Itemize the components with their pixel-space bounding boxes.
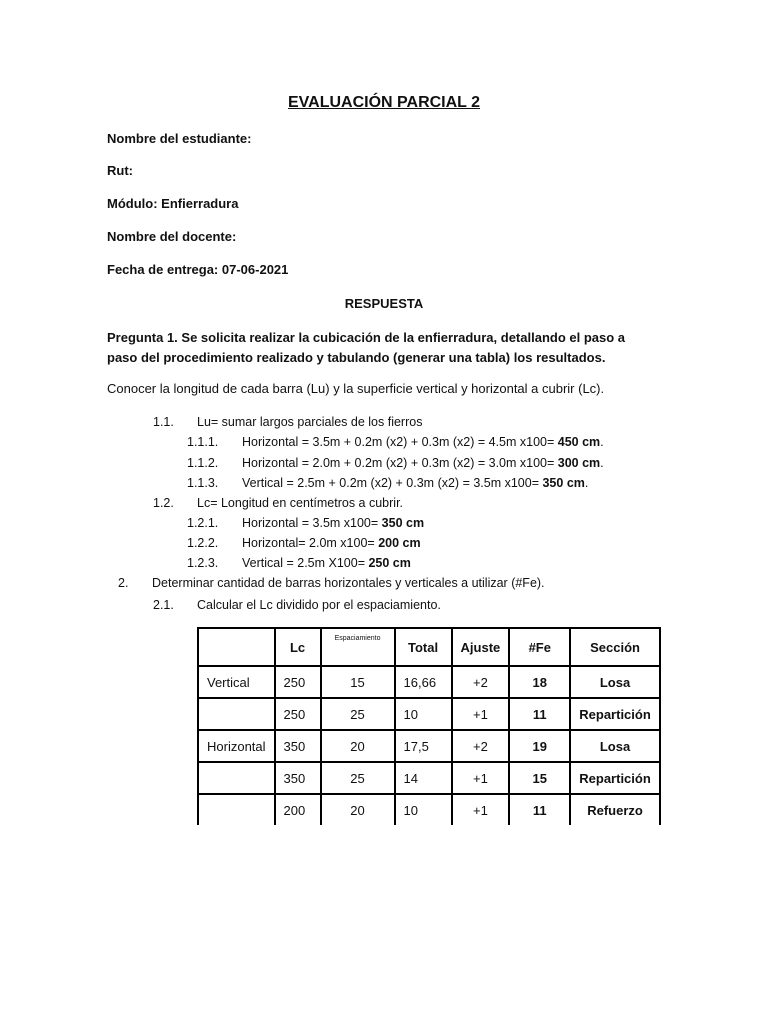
step-text: Determinar cantidad de barras horizontales y verticales a utilizar (#Fe).: [152, 576, 545, 590]
step-number: 1.2.1.: [187, 516, 219, 530]
step-1-2-1: [187, 516, 424, 530]
step-text: Horizontal= 2.0m x100=: [242, 536, 379, 550]
field-teacher-name: [107, 229, 236, 244]
table-cell: 14: [395, 762, 452, 794]
table-cell: 350: [275, 762, 321, 794]
step-text: Vertical = 2.5m X100=: [242, 556, 369, 570]
column-header-espaciamiento: Espaciamiento: [321, 628, 395, 666]
field-rut: [107, 163, 133, 178]
step-1-2: [153, 496, 403, 510]
step-number: 1.1.1.: [187, 435, 219, 449]
table-row: [198, 666, 660, 698]
table-cell: Repartición: [570, 698, 660, 730]
step-1-1-2: [187, 456, 604, 470]
column-header-seccion: Sección: [570, 628, 660, 666]
step-text: Calcular el Lc dividido por el espaciamiento.: [197, 598, 441, 612]
step-number: 1.2.2.: [187, 536, 219, 550]
step-number: 2.: [118, 576, 129, 590]
table-cell: 15: [509, 762, 570, 794]
table-cell: Refuerzo: [570, 794, 660, 825]
table-cell: 25: [321, 762, 395, 794]
table-cell: 16,66: [395, 666, 452, 698]
table-cell: [198, 698, 275, 730]
step-result: 300 cm: [557, 456, 601, 470]
field-module: [107, 196, 238, 211]
table-cell: +1: [452, 794, 510, 825]
step-text: Lc= Longitud en centímetros a cubrir.: [197, 496, 404, 510]
table-cell: 25: [321, 698, 395, 730]
step-number: 1.2.3.: [187, 556, 219, 570]
step-tail: .: [600, 456, 604, 470]
table-cell: 15: [321, 666, 395, 698]
step-text: Horizontal = 3.5m x100=: [242, 516, 382, 530]
table-row: [198, 698, 660, 730]
step-result: 350 cm: [542, 476, 585, 490]
intro-text: Conocer la longitud de cada barra (Lu) y la superficie vertical y horizontal a cubrir (Lc).: [107, 381, 605, 396]
table-cell: Losa: [570, 666, 660, 698]
table-cell: [198, 794, 275, 825]
table-cell: +1: [452, 762, 510, 794]
table-cell: +2: [452, 730, 510, 762]
table-cell: Vertical: [198, 666, 275, 698]
step-result: 200 cm: [378, 536, 421, 550]
field-student-name: [107, 131, 251, 146]
table-cell: 19: [509, 730, 570, 762]
results-table: [197, 627, 661, 825]
table-cell: 250: [275, 666, 321, 698]
table-cell: 20: [321, 730, 395, 762]
step-text: Horizontal = 2.0m + 0.2m (x2) + 0.3m (x2) = 3.0m x100=: [242, 456, 558, 470]
table-cell: 10: [395, 698, 452, 730]
table-cell: Losa: [570, 730, 660, 762]
field-label: Fecha de entrega:: [107, 262, 219, 277]
step-2: [118, 576, 545, 590]
page-title: EVALUACIÓN PARCIAL 2: [287, 94, 480, 111]
table-cell: 350: [275, 730, 321, 762]
column-header-ajuste: Ajuste: [452, 628, 510, 666]
field-label: Rut:: [107, 163, 133, 178]
column-header-total: Total: [395, 628, 452, 666]
step-1-1-1: [187, 435, 604, 449]
table-cell: Repartición: [570, 762, 660, 794]
step-number: 1.1.: [153, 415, 174, 429]
step-tail: .: [600, 435, 604, 449]
step-number: 1.1.2.: [187, 456, 219, 470]
table-cell: 18: [509, 666, 570, 698]
table-cell: +2: [452, 666, 510, 698]
field-due-date: [107, 262, 288, 277]
column-header-lc: Lc: [275, 628, 321, 666]
table-cell: Horizontal: [198, 730, 275, 762]
table-header-row: [198, 628, 660, 666]
field-label: Módulo:: [107, 196, 158, 211]
step-number: 1.2.: [153, 496, 174, 510]
step-1-2-2: [187, 536, 421, 550]
step-1-2-3: [187, 556, 411, 570]
table-row: [198, 762, 660, 794]
step-result: 450 cm: [557, 435, 601, 449]
step-number: 1.1.3.: [187, 476, 219, 490]
column-header: [198, 628, 275, 666]
step-text: Lu= sumar largos parciales de los fierros: [197, 415, 423, 429]
section-heading: RESPUESTA: [344, 296, 424, 311]
question-text: Pregunta 1. Se solicita realizar la cubicación de la enfierradura, detallando el paso a paso del procedimiento realizado y tabulando (generar una tabla) los resultados.: [107, 330, 626, 365]
step-1-1: [153, 415, 422, 429]
table-cell: 11: [509, 794, 570, 825]
field-label: Nombre del docente:: [107, 229, 237, 244]
step-text: Horizontal = 3.5m + 0.2m (x2) + 0.3m (x2) = 4.5m x100=: [242, 435, 558, 449]
table-cell: +1: [452, 698, 510, 730]
field-label: Nombre del estudiante:: [107, 131, 252, 146]
field-value: Enfierradura: [161, 196, 239, 211]
field-value: 07-06-2021: [221, 262, 289, 277]
step-result: 250 cm: [368, 556, 411, 570]
step-2-1: [153, 598, 441, 612]
table-cell: 11: [509, 698, 570, 730]
table-cell: 17,5: [395, 730, 452, 762]
table-row: [198, 730, 660, 762]
table-row: [198, 794, 660, 825]
step-number: 2.1.: [153, 598, 174, 612]
table-cell: 20: [321, 794, 395, 825]
table-cell: [198, 762, 275, 794]
step-result: 350 cm: [381, 516, 425, 530]
table-cell: 250: [275, 698, 321, 730]
step-1-1-3: [187, 476, 588, 490]
table-cell: 10: [395, 794, 452, 825]
step-tail: .: [584, 476, 589, 490]
step-text: Vertical = 2.5m + 0.2m (x2) + 0.3m (x2) = 3.5m x100=: [242, 476, 543, 490]
column-header-fe: #Fe: [509, 628, 570, 666]
table-cell: 200: [275, 794, 321, 825]
